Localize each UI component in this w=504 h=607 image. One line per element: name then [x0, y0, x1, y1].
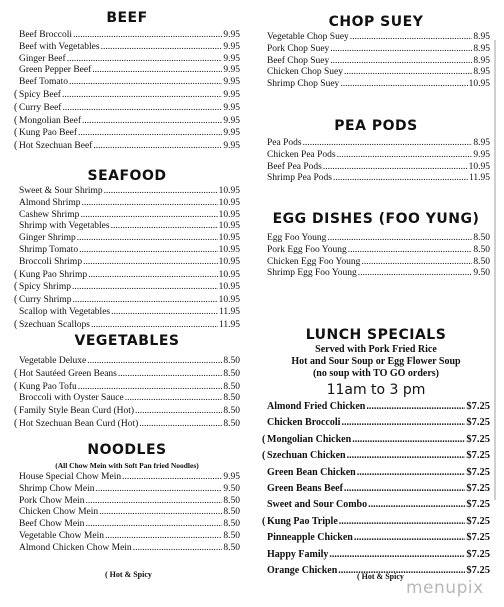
menu-item: [14, 89, 240, 102]
seafood-list: [14, 186, 240, 332]
menu-item: [262, 257, 490, 269]
menu-item-price: 8.50: [223, 542, 240, 553]
menu-item-price: 9.95: [223, 472, 240, 482]
menu-item-price: 8.50: [223, 530, 240, 541]
dot-leader: [82, 198, 218, 210]
menu-item-price: $7.25: [466, 450, 490, 462]
vegetables-heading: VEGETABLES: [74, 333, 180, 349]
menu-item: [262, 150, 490, 162]
hot-spicy-marker: (: [262, 515, 266, 527]
menu-item-name: Shrimp with Vegetables: [19, 221, 110, 232]
menu-item: [14, 368, 240, 381]
dot-leader: [122, 472, 222, 484]
menu-item-price: 10.95: [218, 197, 240, 208]
dot-leader: [330, 56, 472, 68]
menu-item-price: 9.95: [223, 102, 240, 113]
egg-dishes-section: [262, 210, 490, 280]
menu-item-name: Green Pepper Beef: [19, 65, 92, 76]
pea-pods-section: [262, 117, 490, 185]
menu-item: [14, 519, 240, 531]
menu-item: [14, 507, 240, 519]
menu-item-name: Broccoli with Oyster Sauce: [19, 393, 124, 404]
dot-leader: [357, 465, 466, 481]
menu-item: [14, 484, 240, 496]
menu-item-name: Ginger Beef: [19, 53, 66, 64]
menu-item: [262, 432, 490, 448]
menu-item: [14, 30, 240, 42]
menu-item-name: Hot Szechuan Beef: [19, 141, 93, 152]
menu-item: [262, 173, 490, 185]
dot-leader: [111, 307, 218, 319]
menu-item-price: $7.25: [466, 565, 490, 577]
menu-item-name: Shrimp Egg Foo Young: [267, 268, 357, 279]
menu-item-price: 8.50: [223, 519, 240, 530]
menu-item-price: 9.95: [223, 77, 240, 88]
noodles-list: [14, 472, 240, 555]
menu-item: [262, 415, 490, 431]
menu-item: [262, 481, 490, 497]
menu-item: [14, 257, 240, 269]
menu-item: [14, 281, 240, 294]
menu-item-name: Beef Broccoli: [19, 30, 73, 40]
seafood-heading: SEAFOOD: [87, 168, 167, 184]
dot-leader: [79, 245, 218, 257]
menu-item: [262, 514, 490, 530]
dot-leader: [329, 547, 465, 563]
menu-item: [14, 496, 240, 508]
menu-item-price: $7.25: [466, 401, 490, 412]
dot-leader: [344, 67, 472, 79]
dot-leader: [101, 42, 223, 54]
menu-item-name: Ginger Shrimp: [19, 233, 76, 244]
menu-item-price: 10.95: [218, 233, 240, 244]
lunch-specials-section: [262, 326, 490, 579]
lunch-specials-heading: LUNCH SPECIALS: [305, 327, 447, 343]
menu-item: [14, 472, 240, 484]
menu-item-price: 9.95: [223, 65, 240, 76]
hot-spicy-marker: (: [14, 127, 18, 139]
dot-leader: [344, 481, 465, 497]
chop-suey-section: [262, 13, 490, 91]
hot-spicy-marker: (: [14, 318, 18, 330]
menu-item-name: Beef Chop Suey: [267, 55, 330, 66]
dot-leader: [352, 432, 465, 448]
menu-item-name: Chicken Broccoli: [267, 417, 341, 429]
dot-leader: [88, 270, 218, 282]
menu-item: [14, 393, 240, 405]
menu-item: [14, 381, 240, 394]
menu-item-price: 8.50: [223, 507, 240, 518]
menu-item-price: 10.95: [218, 269, 240, 280]
dot-leader: [368, 497, 465, 513]
menu-item: [262, 162, 490, 174]
menu-item-name: Chicken Chow Mein: [19, 507, 99, 518]
hot-spicy-legend-right: ( Hot & Spicy: [357, 572, 404, 581]
dot-leader: [93, 141, 222, 153]
dot-leader: [77, 233, 218, 245]
dot-leader: [341, 415, 465, 431]
pea-pods-heading: PEA PODS: [334, 118, 418, 134]
seafood-section: [14, 167, 240, 332]
menu-item-name: Beef Chow Mein: [19, 519, 85, 530]
menu-item-name: Shrimp Chow Mein: [19, 483, 95, 494]
dot-leader: [78, 128, 222, 140]
hot-spicy-marker: (: [262, 450, 266, 462]
hot-spicy-marker: (: [14, 140, 18, 152]
egg-dishes-list: [262, 233, 490, 280]
menu-item: [262, 44, 490, 56]
menu-item-name: Szechuan Chicken: [267, 450, 346, 462]
dot-leader: [323, 162, 468, 174]
menu-item-name: Szechuan Scallops: [19, 319, 90, 330]
vegetables-list: [14, 356, 240, 431]
dot-leader: [133, 543, 223, 555]
menu-item: [14, 65, 240, 77]
dot-leader: [85, 519, 222, 531]
menu-item-name: Pork Chop Suey: [267, 43, 330, 54]
menu-item: [14, 77, 240, 89]
dot-leader: [73, 30, 222, 42]
menu-item: [14, 198, 240, 210]
dot-leader: [361, 257, 472, 269]
menu-item-price: 9.95: [223, 41, 240, 52]
menu-item-price: 8.95: [473, 67, 490, 78]
menu-item: [262, 530, 490, 546]
hot-spicy-marker: (: [14, 114, 18, 126]
menu-item: [14, 233, 240, 245]
menu-item-price: 9.95: [223, 30, 240, 40]
menu-item-price: 10.95: [218, 256, 240, 267]
menu-item: [14, 245, 240, 257]
hot-spicy-marker: (: [14, 281, 18, 293]
menu-item-price: 9.95: [223, 141, 240, 152]
lunch-soup-choice: Hot and Sour Soup or Egg Flower Soup: [291, 356, 461, 367]
dot-leader: [330, 44, 472, 56]
beef-list: [14, 30, 240, 153]
noodles-heading: NOODLES: [87, 442, 167, 458]
menu-item-price: 8.50: [473, 233, 490, 243]
menu-item-name: Chicken Egg Foo Young: [267, 256, 361, 267]
menu-item-name: Hot Sautéed Green Beans: [19, 368, 117, 379]
hot-spicy-marker: (: [14, 367, 18, 379]
menu-item-name: Curry Beef: [19, 102, 62, 113]
menu-item: [14, 405, 240, 418]
dot-leader: [366, 399, 465, 415]
menu-item-name: Kung Pao Beef: [19, 128, 78, 139]
menu-item-price: $7.25: [466, 417, 490, 429]
menu-item-name: House Special Chow Mein: [19, 472, 122, 482]
menu-item-name: Kung Pao Shrimp: [19, 269, 88, 280]
menu-item-name: Family Style Bean Curd (Hot): [19, 406, 135, 417]
menu-item-name: Mongolian Chicken: [267, 433, 352, 445]
menu-item-price: 8.95: [473, 32, 490, 42]
menu-item-name: Green Beans Beef: [267, 483, 343, 495]
dot-leader: [337, 150, 473, 162]
menu-item-name: Chicken Pea Pods: [267, 149, 336, 160]
dot-leader: [105, 531, 222, 543]
dot-leader: [99, 507, 222, 519]
menu-item-name: Pork Egg Foo Young: [267, 244, 347, 255]
menu-item-name: Almond Chicken Chow Mein: [19, 542, 132, 553]
menu-item: [262, 79, 490, 91]
menu-item-price: 10.95: [218, 221, 240, 232]
hot-spicy-marker: (: [14, 101, 18, 113]
menu-item-price: 8.50: [223, 356, 240, 366]
menu-item: [14, 127, 240, 140]
dot-leader: [139, 419, 222, 431]
dot-leader: [104, 186, 218, 198]
hot-spicy-legend-left: ( Hot & Spicy: [105, 570, 152, 579]
hot-spicy-marker: (: [14, 417, 18, 429]
menu-item: [262, 67, 490, 79]
menu-item: [262, 56, 490, 68]
menu-item-name: Shrimp Pea Pods: [267, 173, 332, 184]
menu-item-name: Hot Szechuan Bean Curd (Hot): [19, 418, 139, 429]
lunch-hours-handwritten: 11am to 3 pm: [326, 382, 426, 398]
dot-leader: [67, 54, 223, 66]
menu-item-price: 10.95: [218, 186, 240, 196]
menu-item: [14, 221, 240, 233]
beef-heading: BEEF: [106, 10, 148, 26]
dot-leader: [92, 65, 222, 77]
menu-item: [14, 186, 240, 198]
menu-item-name: Shrimp Chop Suey: [267, 79, 340, 90]
menu-item-price: 8.95: [473, 138, 490, 148]
menu-item-name: Sweet & Sour Shrimp: [19, 186, 103, 196]
menu-item-name: Scallop with Vegetables: [19, 306, 111, 317]
menu-item-name: Spicy Beef: [19, 89, 61, 100]
menu-item: [14, 294, 240, 307]
dot-leader: [69, 77, 222, 89]
menu-item-name: Pinneapple Chicken: [267, 532, 353, 544]
menu-item-price: 11.95: [218, 319, 240, 330]
menu-item-price: 8.50: [223, 381, 240, 392]
menu-item: [14, 115, 240, 128]
menu-item-price: $7.25: [466, 466, 490, 478]
menu-item: [262, 268, 490, 280]
menu-item-name: Kung Pao Tofu: [19, 381, 77, 392]
menu-item: [14, 269, 240, 282]
menu-item-price: 10.95: [468, 79, 490, 90]
menu-item-name: Happy Family: [267, 548, 329, 560]
menu-item-price: 9.50: [473, 268, 490, 279]
menupix-watermark: menupix: [406, 578, 484, 598]
menu-item-price: 9.50: [223, 483, 240, 494]
menu-item-price: 8.50: [223, 368, 240, 379]
hot-spicy-marker: (: [14, 405, 18, 417]
menu-item-price: 10.95: [218, 209, 240, 220]
beef-section: [14, 9, 240, 153]
lunch-served-with: Served with Pork Fried Rice: [315, 344, 437, 355]
menu-item: [262, 448, 490, 464]
menu-item: [14, 102, 240, 115]
hot-spicy-marker: (: [14, 268, 18, 280]
menu-item-price: 9.95: [223, 53, 240, 64]
menu-item: [262, 547, 490, 563]
menu-item: [262, 245, 490, 257]
dot-leader: [340, 79, 467, 91]
menu-item-price: 8.95: [473, 43, 490, 54]
menu-item: [14, 356, 240, 368]
lunch-no-soup-note: (no soup with TO GO orders): [312, 368, 440, 379]
menu-item-name: Beef Tomato: [19, 77, 69, 88]
lunch-specials-list: [262, 399, 490, 579]
menu-item: [14, 140, 240, 153]
noodles-note: (All Chow Mein with Soft Pan fried Noodles): [55, 461, 199, 470]
menu-item-price: 9.95: [223, 115, 240, 126]
egg-dishes-heading: EGG DISHES (FOO YUNG): [272, 211, 480, 227]
menu-item-name: Mongolian Beef: [19, 115, 82, 126]
menu-item-price: $7.25: [466, 515, 490, 527]
menu-item-name: Curry Shrimp: [19, 295, 72, 306]
menu-item-name: Almond Fried Chicken: [267, 401, 366, 412]
menu-item-name: Orange Chicken: [267, 565, 338, 577]
dot-leader: [72, 282, 218, 294]
menu-item-name: Beef Pea Pods: [267, 161, 322, 172]
vegetables-section: [14, 331, 240, 431]
noodles-section: [14, 441, 240, 555]
menu-item-name: Almond Shrimp: [19, 197, 81, 208]
dot-leader: [111, 221, 218, 233]
menu-item-name: Pork Chow Mein: [19, 495, 85, 506]
menu-item-name: Chicken Chop Suey: [267, 67, 343, 78]
menu-item-price: 8.95: [473, 55, 490, 66]
menu-item-name: Spicy Shrimp: [19, 282, 71, 293]
hot-spicy-marker: (: [14, 380, 18, 392]
menu-item: [14, 54, 240, 66]
dot-leader: [125, 393, 223, 405]
menu-item-name: Vegetable Chow Mein: [19, 530, 104, 541]
menu-item-price: $7.25: [466, 483, 490, 495]
dot-leader: [73, 295, 218, 307]
menu-item-name: Vegetable Chop Suey: [267, 32, 349, 42]
dot-leader: [339, 514, 466, 530]
menu-item-price: 8.50: [473, 256, 490, 267]
menu-item: [262, 465, 490, 481]
menu-item-price: 10.95: [218, 282, 240, 293]
menu-item: [262, 399, 490, 415]
chop-suey-list: [262, 32, 490, 91]
menu-item-price: 8.50: [223, 418, 240, 429]
dot-leader: [62, 90, 222, 102]
menu-item-price: 9.95: [473, 149, 490, 160]
menu-item: [14, 531, 240, 543]
hot-spicy-marker: (: [14, 294, 18, 306]
menu-item-price: 9.95: [223, 89, 240, 100]
dot-leader: [80, 210, 217, 222]
menu-item-price: $7.25: [466, 433, 490, 445]
menu-item-price: $7.25: [466, 499, 490, 511]
menu-item-name: Kung Pao Triple: [267, 515, 338, 527]
menu-item-name: Green Bean Chicken: [267, 466, 356, 478]
menu-item-price: 9.95: [223, 128, 240, 139]
dot-leader: [83, 257, 218, 269]
dot-leader: [135, 406, 222, 418]
menu-item-price: 8.50: [223, 495, 240, 506]
menu-item-name: Cashew Shrimp: [19, 209, 80, 220]
menu-item-price: 10.95: [218, 295, 240, 306]
menu-item: [14, 543, 240, 555]
dot-leader: [347, 448, 466, 464]
dot-leader: [354, 530, 466, 546]
chop-suey-heading: CHOP SUEY: [328, 14, 424, 30]
dot-leader: [78, 382, 223, 394]
menu-item: [14, 418, 240, 431]
page-edge-shadow: [494, 40, 496, 500]
dot-leader: [87, 356, 222, 368]
menu-item-price: 11.95: [468, 173, 490, 184]
menu-item: [14, 210, 240, 222]
menu-item: [262, 32, 490, 44]
dot-leader: [350, 32, 473, 44]
dot-leader: [333, 173, 468, 185]
dot-leader: [327, 233, 472, 245]
menu-item: [14, 42, 240, 54]
menu-item-price: $7.25: [466, 532, 490, 544]
menu-item-price: 8.50: [223, 393, 240, 404]
pea-pods-list: [262, 138, 490, 185]
dot-leader: [82, 116, 222, 128]
menu-item-price: $7.25: [466, 548, 490, 560]
menu-item: [262, 138, 490, 150]
dot-leader: [91, 320, 218, 332]
menu-item: [262, 497, 490, 513]
menu-item-price: 10.95: [468, 161, 490, 172]
menu-item-name: Pea Pods: [267, 138, 302, 148]
dot-leader: [358, 268, 473, 280]
dot-leader: [95, 484, 222, 496]
dot-leader: [118, 369, 223, 381]
menu-item-name: Shrimp Tomato: [19, 244, 79, 255]
hot-spicy-marker: (: [262, 433, 266, 445]
menu-item-price: 8.50: [223, 406, 240, 417]
dot-leader: [348, 245, 473, 257]
menu-item: [14, 307, 240, 319]
menu-item-price: 8.50: [473, 244, 490, 255]
menu-item-name: Egg Foo Young: [267, 233, 327, 243]
hot-spicy-marker: (: [14, 88, 18, 100]
dot-leader: [303, 138, 473, 150]
menu-item-name: Beef with Vegetables: [19, 41, 100, 52]
menu-item-price: 11.95: [218, 306, 240, 317]
dot-leader: [85, 496, 222, 508]
menu-item-name: Vegetable Deluxe: [19, 356, 87, 366]
dot-leader: [62, 103, 222, 115]
menu-item-name: Sweet and Sour Combo: [267, 499, 368, 511]
menu-item: [262, 233, 490, 245]
menu-item-name: Broccoli Shrimp: [19, 256, 83, 267]
menu-item-price: 10.95: [218, 244, 240, 255]
menu-item: [14, 319, 240, 332]
